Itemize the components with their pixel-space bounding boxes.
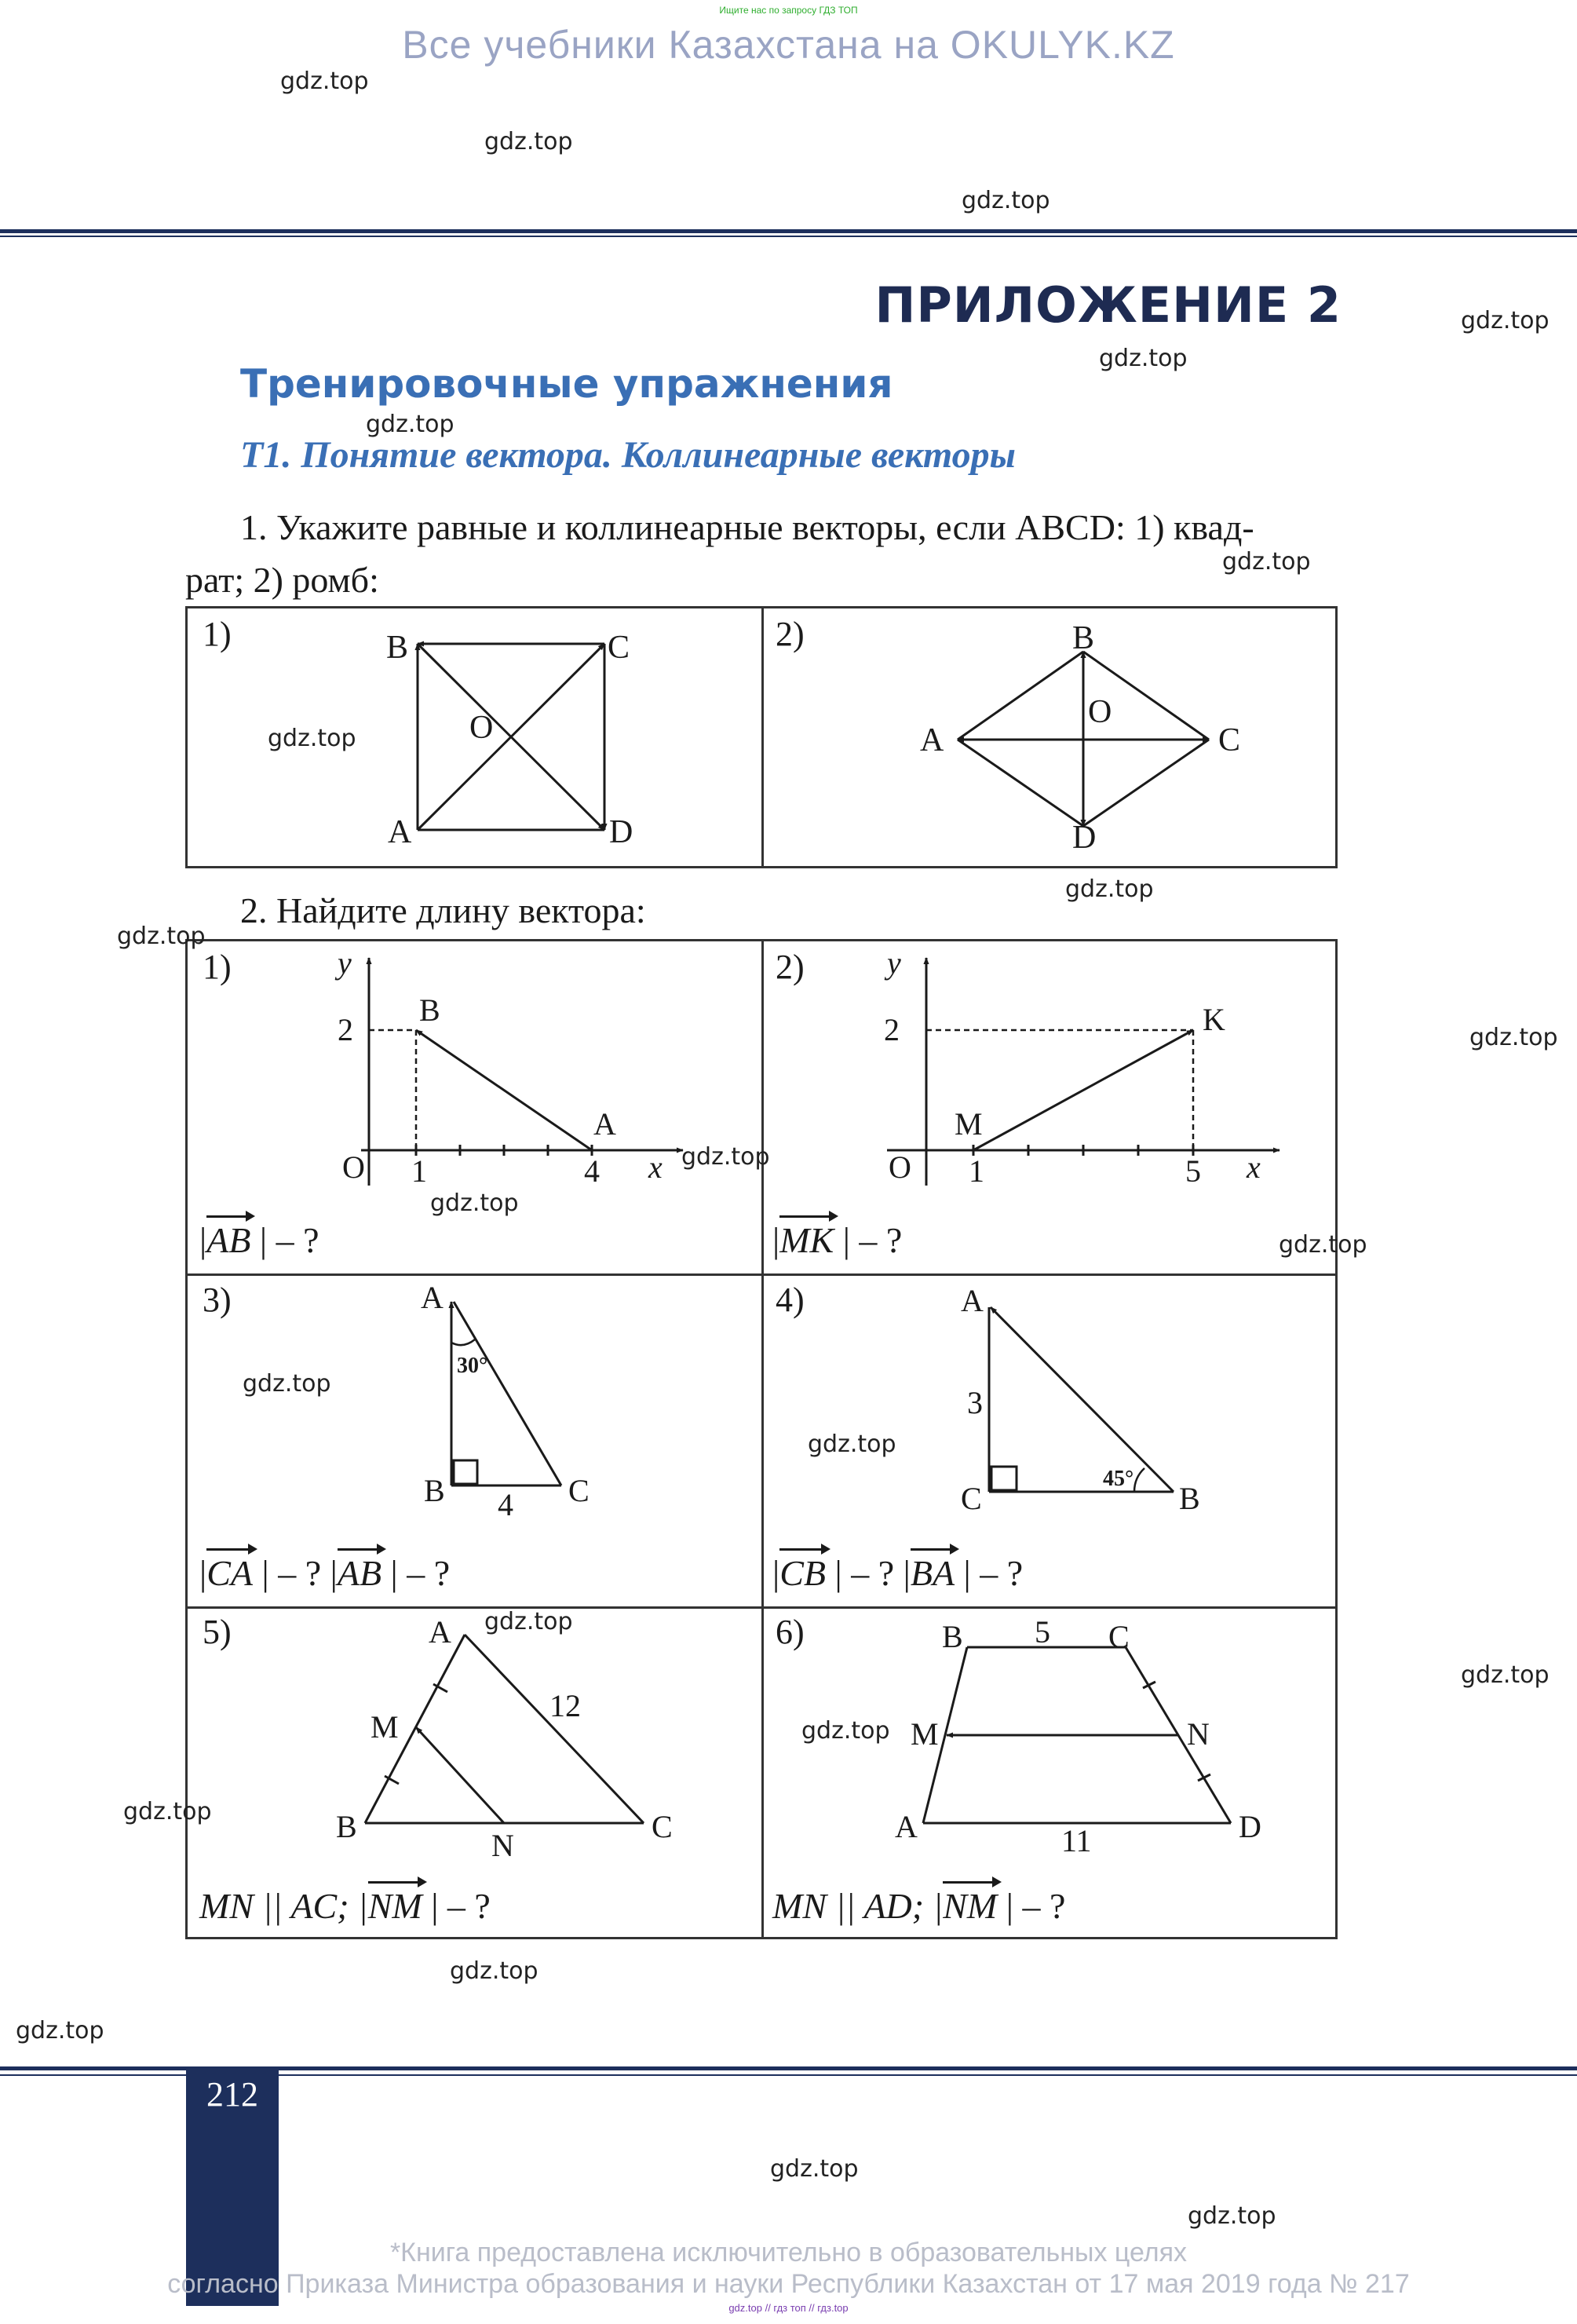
question-3: |CA | – ? |AB | – ? bbox=[199, 1548, 450, 1594]
label-d: D bbox=[1072, 820, 1097, 856]
watermark: gdz.top bbox=[430, 1189, 519, 1217]
graph1-tick-4: 4 bbox=[584, 1153, 600, 1189]
graph1-tick-1: 1 bbox=[411, 1153, 427, 1189]
label-a: A bbox=[920, 722, 944, 758]
tri3-point-a: A bbox=[421, 1280, 444, 1315]
watermark: gdz.top bbox=[117, 923, 206, 950]
label-c: C bbox=[608, 630, 630, 666]
task2-vertical-divider bbox=[761, 941, 764, 1937]
trap-point-a: A bbox=[895, 1809, 918, 1844]
label-a: A bbox=[388, 814, 412, 850]
tri4-angle: 45° bbox=[1103, 1467, 1134, 1491]
header-rule bbox=[0, 229, 1577, 233]
task1-cell1-number: 1) bbox=[203, 615, 232, 653]
triangle-midline-figure bbox=[330, 1610, 691, 1861]
watermark: gdz.top bbox=[280, 68, 369, 95]
graph2-point-m: M bbox=[955, 1106, 983, 1142]
watermark: gdz.top bbox=[1188, 2202, 1276, 2230]
tri5-point-n: N bbox=[491, 1828, 514, 1861]
trap-point-n: N bbox=[1187, 1716, 1210, 1752]
watermark: gdz.top bbox=[770, 2155, 859, 2183]
task2-row-divider-1 bbox=[188, 1273, 1335, 1276]
section-title: Тренировочные упражнения bbox=[240, 361, 893, 407]
tri3-angle: 30° bbox=[457, 1354, 488, 1378]
watermark: gdz.top bbox=[16, 2017, 104, 2044]
watermark: gdz.top bbox=[962, 187, 1050, 214]
graph1-y-label: y bbox=[338, 945, 352, 981]
graph2-tick-1: 1 bbox=[969, 1153, 984, 1189]
trap-point-c: C bbox=[1108, 1619, 1130, 1654]
watermark: gdz.top bbox=[1461, 1661, 1550, 1689]
graph2-tick-2: 2 bbox=[884, 1012, 900, 1047]
graph1-x-label: x bbox=[648, 1149, 663, 1185]
watermark: gdz.top bbox=[1469, 1024, 1558, 1051]
appendix-title: ПРИЛОЖЕНИЕ 2 bbox=[874, 276, 1342, 334]
watermark: gdz.top bbox=[1099, 345, 1188, 372]
task2-cell5-number: 5) bbox=[203, 1613, 232, 1651]
task2-title: 2. Найдите длину вектора: bbox=[240, 890, 646, 930]
triangle-45-figure bbox=[942, 1280, 1225, 1531]
task2-cell6-number: 6) bbox=[776, 1613, 805, 1651]
graph2-tick-5: 5 bbox=[1185, 1153, 1201, 1189]
watermark: gdz.top bbox=[1279, 1231, 1367, 1259]
page-number: 212 bbox=[206, 2075, 258, 2114]
graph-1 bbox=[314, 942, 691, 1201]
graph2-y-label: y bbox=[887, 945, 901, 981]
search-hint: Ищите нас по запросу ГДЗ ТОП bbox=[719, 5, 858, 16]
watermark: gdz.top bbox=[1222, 548, 1311, 576]
tri3-point-b: B bbox=[424, 1473, 445, 1508]
watermark: gdz.top bbox=[808, 1431, 896, 1458]
label-b: B bbox=[1072, 620, 1095, 656]
trap-bottom-side: 11 bbox=[1061, 1823, 1092, 1858]
label-c: C bbox=[1218, 722, 1241, 758]
question-5: MN || AC; |NM | – ? bbox=[199, 1881, 491, 1927]
tri5-side: 12 bbox=[549, 1688, 581, 1723]
label-o: O bbox=[1088, 694, 1112, 730]
watermark: gdz.top bbox=[1461, 307, 1550, 334]
triangle-30-figure bbox=[408, 1280, 659, 1531]
footer-line-2: согласно Приказа Министра образования и науки Республики Казахстан от 17 мая 2019 года № 217 bbox=[167, 2269, 1410, 2299]
task2-cell1-number: 1) bbox=[203, 948, 232, 986]
square-figure bbox=[377, 620, 644, 856]
graph2-x-label: x bbox=[1247, 1149, 1261, 1185]
graph-2 bbox=[871, 942, 1295, 1201]
trap-top-side: 5 bbox=[1035, 1614, 1050, 1650]
task2-cell2-number: 2) bbox=[776, 948, 805, 986]
graph2-origin: O bbox=[889, 1149, 911, 1185]
label-o: O bbox=[469, 710, 494, 746]
footer-line-1: *Книга предоставлена исключительно в образовательных целях bbox=[389, 2238, 1188, 2267]
tri3-point-c: C bbox=[568, 1473, 590, 1508]
tri4-point-a: A bbox=[961, 1283, 984, 1318]
watermark: gdz.top bbox=[484, 1608, 573, 1635]
tri4-side: 3 bbox=[967, 1385, 983, 1420]
tri5-point-a: A bbox=[429, 1614, 451, 1650]
task1-divider bbox=[761, 608, 764, 866]
task2-row-divider-2 bbox=[188, 1606, 1335, 1609]
watermark: gdz.top bbox=[681, 1143, 770, 1171]
watermark: gdz.top bbox=[243, 1370, 331, 1398]
graph1-point-a: A bbox=[593, 1106, 616, 1142]
watermark: gdz.top bbox=[123, 1798, 212, 1825]
subsection-title: Т1. Понятие вектора. Коллинеарные векторы bbox=[240, 434, 1016, 476]
tri5-point-c: C bbox=[652, 1809, 673, 1844]
question-1: |AB | – ? bbox=[199, 1215, 319, 1261]
watermark: gdz.top bbox=[268, 725, 356, 752]
watermark: gdz.top bbox=[1065, 875, 1154, 903]
question-2: |MK | – ? bbox=[772, 1215, 902, 1261]
tri3-side: 4 bbox=[498, 1487, 513, 1522]
task1-line2: рат; 2) ромб: bbox=[185, 560, 379, 600]
label-b: B bbox=[386, 630, 409, 666]
tri4-point-b: B bbox=[1179, 1481, 1200, 1516]
trap-point-m: M bbox=[911, 1716, 939, 1752]
trap-point-b: B bbox=[942, 1619, 963, 1654]
watermark: gdz.top bbox=[484, 128, 573, 155]
tri4-point-c: C bbox=[961, 1481, 982, 1516]
watermark: gdz.top bbox=[366, 411, 454, 438]
tri5-point-m: M bbox=[371, 1709, 399, 1745]
trapezoid-figure bbox=[887, 1610, 1295, 1861]
graph1-origin: O bbox=[342, 1149, 365, 1185]
watermark: gdz.top bbox=[450, 1957, 538, 1985]
watermark: gdz.top bbox=[801, 1717, 890, 1745]
question-4: |CB | – ? |BA | – ? bbox=[772, 1548, 1023, 1594]
question-6: MN || AD; |NM | – ? bbox=[772, 1881, 1065, 1927]
footer-line-3[interactable]: gdz.top // гдз топ // гдз.top bbox=[728, 2302, 849, 2314]
label-d: D bbox=[609, 814, 633, 850]
graph2-point-k: K bbox=[1203, 1002, 1225, 1037]
site-banner[interactable]: Все учебники Казахстана на OKULYK.KZ bbox=[402, 23, 1175, 67]
header-rule-thin bbox=[0, 236, 1577, 237]
task2-cell3-number: 3) bbox=[203, 1281, 232, 1319]
graph1-tick-2: 2 bbox=[338, 1012, 353, 1047]
task1-cell2-number: 2) bbox=[776, 615, 805, 653]
rhombus-figure bbox=[903, 620, 1256, 856]
task2-cell4-number: 4) bbox=[776, 1281, 805, 1319]
tri5-point-b: B bbox=[336, 1809, 357, 1844]
trap-point-d: D bbox=[1239, 1809, 1261, 1844]
task1-line1: 1. Укажите равные и коллинеарные векторы, если ABCD: 1) квад- bbox=[240, 507, 1254, 547]
graph1-point-b: B bbox=[419, 992, 440, 1028]
